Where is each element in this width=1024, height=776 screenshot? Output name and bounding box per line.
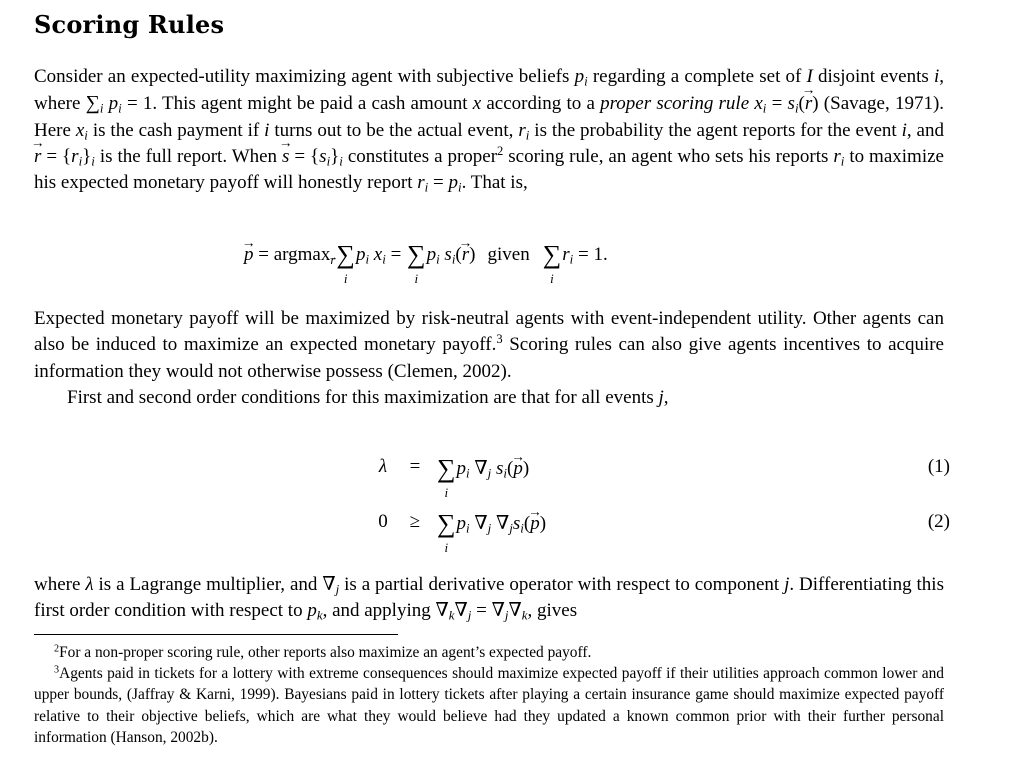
footnote-mark-2: 2	[54, 643, 60, 655]
paragraph-intro: Consider an expected-utility maximizing agent with subjective beliefs $p_i$ regarding a complete set of I disjoint events i, where $\sum_i$ $p_i = 1$. This agent might be paid a cash amount x according to a proper scoring rule $x_i = s_i(\to r)$ (Savage, 1971). Here $x_i$ is the cash payment if i turns out to be the actual event, $r_i$ is the probability the agent reports for the event i, and → $r = \{r_i\}_i$ is the full report. When → $s = \{s_i\}_i$ constitutes a proper$^2$ scoring rule, an agent who sets his reports $r_i$ to maximize his expected monetary payoff will honestly report $r_i = p_i$. That is,	[34, 64, 944, 196]
footnote-mark-3: 3	[54, 664, 60, 676]
footnote-divider	[34, 634, 398, 635]
footnote-ref-2[interactable]: 2	[497, 144, 504, 158]
equation-1: λ = ∑ i $p_i$ $\nabla_j$ $s_i(\to p)$ (1)	[368, 456, 948, 496]
equation-number-2: (2)	[927, 511, 950, 532]
display-equation-argmax: → p = argmax$_r$∑ i $p_i$ $x_i$ = ∑ i $p_i$ $s_i(\to r)$ given ∑ i $r_i = 1$.	[244, 242, 608, 268]
equation-number-1: (1)	[927, 456, 950, 477]
footnote-3: $^3$Agents paid in tickets for a lottery with extreme consequences should maximize expected payoff if their utilities approach common lower and upper bounds, (Jaffray & Karni, 1999). Bayesians paid in lottery tickets after playing a certain insurance game should maximize expected payoff relative to their objective beliefs, which are what they would believe had they updated a known common prior with their further personal information (Hanson, 2002b).	[34, 664, 944, 747]
paragraph-lagrange: where λ is a Lagrange multiplier, and $\nabla_j$ is a partial derivative operator with respect to component j. Differentiating this first order condition with respect to $p_k$, and applying $\nabla_k\nabla_j = \nabla_j\nabla_k$, gives	[34, 574, 944, 623]
footnote-ref-3[interactable]: 3	[496, 332, 503, 347]
paragraph-conditions: First and second order conditions for this maximization are that for all events j,	[67, 387, 669, 408]
footnote-2: $^2$For a non-proper scoring rule, other reports also maximize an agent’s expected payoff.	[54, 643, 592, 661]
equation-2: 0 ≥ ∑ i $p_i$ $\nabla_j$ $\nabla_js_i(\to p)$ (2)	[368, 511, 948, 551]
section-title: Scoring Rules	[34, 10, 225, 39]
paragraph-expected-payoff: Expected monetary payoff will be maximized by risk-neutral agents with event-independent utility. Other agents can also be induced to maximize an expected monetary payoff.$^3$ Scoring rules can also give agents incentives to acquire information they would not otherwise possess (Clemen, 2002).	[34, 308, 944, 382]
